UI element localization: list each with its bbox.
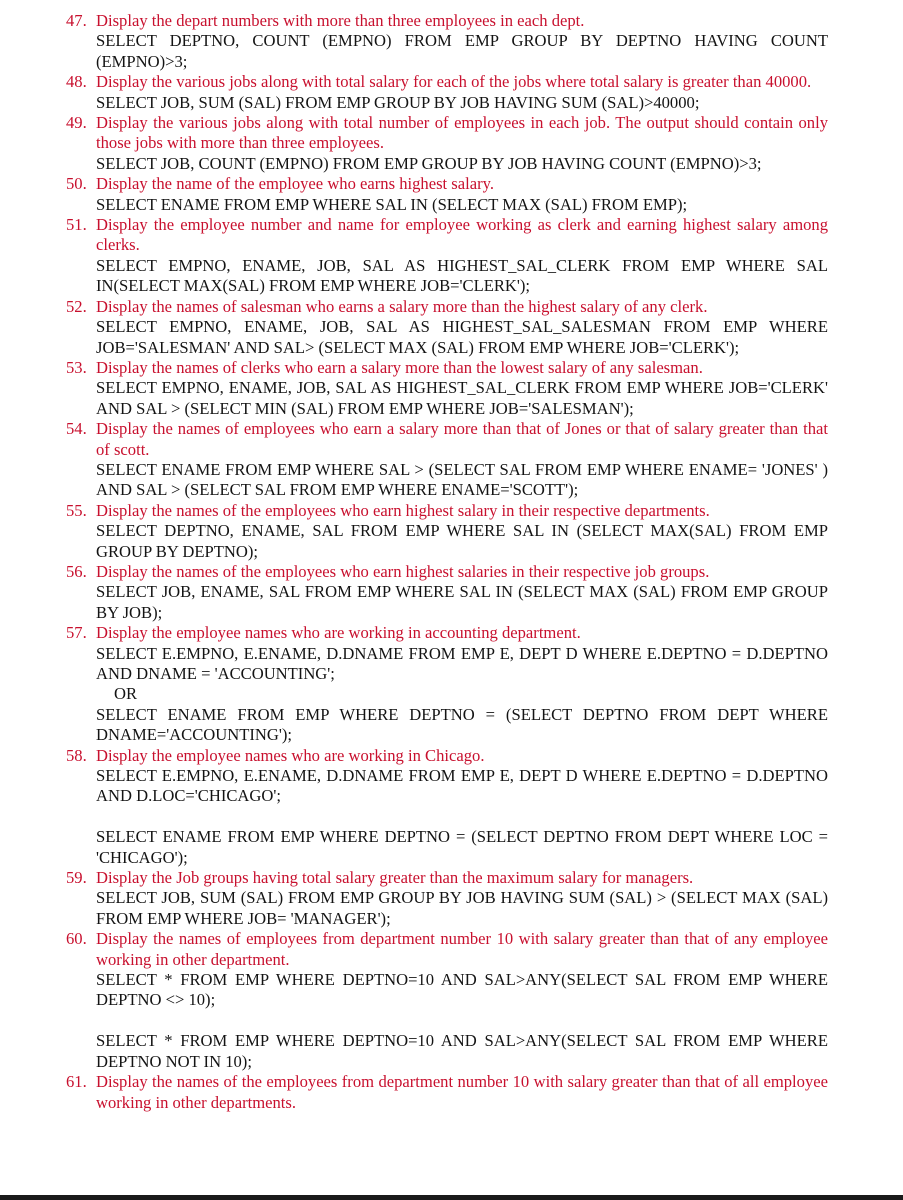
exercise-item	[64, 11, 828, 72]
sql-statement: SELECT EMPNO, ENAME, JOB, SAL AS HIGHEST_SAL_CLERK FROM EMP WHERE JOB='CLERK' AND SAL > (SELECT MIN (SAL) FROM EMP WHERE JOB='SALESMAN');	[96, 378, 828, 418]
sql-statement: SELECT DEPTNO, COUNT (EMPNO) FROM EMP GROUP BY DEPTNO HAVING COUNT (EMPNO)>3;	[96, 31, 828, 71]
exercise-question: Display the names of the employees who earn highest salaries in their respective job groups.	[96, 561, 710, 581]
exercise-item	[64, 1072, 828, 1113]
exercise-number: 52.	[66, 296, 87, 316]
sql-statement: SELECT EMPNO, ENAME, JOB, SAL AS HIGHEST_SAL_SALESMAN FROM EMP WHERE JOB='SALESMAN' AND SAL> (SELECT MAX (SAL) FROM EMP WHERE JOB='CLERK');	[96, 317, 828, 357]
exercise-item	[64, 562, 828, 623]
exercise-item	[64, 297, 828, 358]
exercise-number: 53.	[66, 357, 87, 377]
exercise-question: Display the names of the employees from department number 10 with salary greater than that of all employee working in other departments.	[96, 1072, 828, 1112]
exercise-question: Display the employee names who are working in Chicago.	[96, 745, 485, 765]
exercise-item	[64, 746, 828, 868]
exercise-question: Display the names of the employees who earn highest salary in their respective departments.	[96, 500, 710, 520]
exercise-item	[64, 623, 828, 745]
exercise-item	[64, 358, 828, 419]
exercise-question: Display the names of salesman who earns a salary more than the highest salary of any clerk.	[96, 296, 708, 316]
exercise-number: 61.	[66, 1072, 87, 1092]
exercise-number: 58.	[66, 745, 87, 765]
sql-statement: SELECT JOB, COUNT (EMPNO) FROM EMP GROUP BY JOB HAVING COUNT (EMPNO)>3;	[96, 153, 762, 173]
sql-statement: SELECT ENAME FROM EMP WHERE DEPTNO = (SELECT DEPTNO FROM DEPT WHERE DNAME='ACCOUNTING');	[96, 704, 828, 745]
exercise-question: Display the depart numbers with more than three employees in each dept.	[96, 11, 585, 30]
sql-statement: SELECT ENAME FROM EMP WHERE DEPTNO = (SELECT DEPTNO FROM DEPT WHERE LOC = 'CHICAGO');	[96, 827, 828, 867]
sql-statement: SELECT DEPTNO, ENAME, SAL FROM EMP WHERE SAL IN (SELECT MAX(SAL) FROM EMP GROUP BY DEPTNO);	[96, 521, 828, 561]
exercise-item	[64, 419, 828, 501]
sql-statement: SELECT ENAME FROM EMP WHERE SAL > (SELECT SAL FROM EMP WHERE ENAME= 'JONES' ) AND SAL > (SELECT SAL FROM EMP WHERE ENAME='SCOTT');	[96, 459, 828, 500]
exercise-item	[64, 215, 828, 297]
sql-statement: SELECT E.EMPNO, E.ENAME, D.DNAME FROM EMP E, DEPT D WHERE E.DEPTNO = D.DEPTNO AND D.LOC='CHICAGO';	[96, 766, 828, 806]
sql-exercise-list	[64, 11, 828, 1113]
exercise-number: 49.	[66, 113, 87, 133]
or-separator: OR	[114, 684, 138, 704]
exercise-number: 60.	[66, 929, 87, 949]
exercise-question: Display the names of employees from department number 10 with salary greater than that of any employee working in other department.	[96, 929, 828, 969]
exercise-number: 56.	[66, 561, 87, 581]
exercise-question: Display the names of employees who earn a salary more than that of Jones or that of salary greater than that of scott.	[96, 419, 828, 459]
exercise-item	[64, 72, 828, 113]
exercise-question: Display the employee number and name for employee working as clerk and earning highest salary among clerks.	[96, 215, 828, 255]
sql-statement: SELECT EMPNO, ENAME, JOB, SAL AS HIGHEST_SAL_CLERK FROM EMP WHERE SAL IN(SELECT MAX(SAL) FROM EMP WHERE JOB='CLERK');	[96, 255, 828, 296]
exercise-question: Display the Job groups having total salary greater than the maximum salary for managers.	[96, 868, 694, 888]
sql-statement: SELECT * FROM EMP WHERE DEPTNO=10 AND SAL>ANY(SELECT SAL FROM EMP WHERE DEPTNO NOT IN 10);	[96, 1031, 828, 1071]
sql-statement: SELECT ENAME FROM EMP WHERE SAL IN (SELECT MAX (SAL) FROM EMP);	[96, 194, 688, 214]
sql-statement: SELECT JOB, ENAME, SAL FROM EMP WHERE SAL IN (SELECT MAX (SAL) FROM EMP GROUP BY JOB);	[96, 582, 828, 622]
exercise-number: 54.	[66, 419, 87, 439]
exercise-number: 51.	[66, 215, 87, 235]
exercise-number: 48.	[66, 72, 87, 92]
exercise-question: Display the names of clerks who earn a salary more than the lowest salary of any salesman.	[96, 357, 703, 377]
exercise-question: Display the various jobs along with total salary for each of the jobs where total salary is greater than 40000.	[96, 72, 812, 92]
exercise-question: Display the various jobs along with total number of employees in each job. The output should contain only those jobs with more than three employees.	[96, 113, 828, 153]
sql-statement: SELECT JOB, SUM (SAL) FROM EMP GROUP BY JOB HAVING SUM (SAL)>40000;	[96, 92, 700, 112]
exercise-number: 47.	[66, 11, 87, 30]
exercise-number: 50.	[66, 174, 87, 194]
page-bottom-border	[0, 1195, 903, 1200]
sql-statement: SELECT * FROM EMP WHERE DEPTNO=10 AND SAL>ANY(SELECT SAL FROM EMP WHERE DEPTNO <> 10);	[96, 970, 828, 1010]
exercise-question: Display the employee names who are working in accounting department.	[96, 623, 581, 643]
exercise-item	[64, 868, 828, 929]
exercise-item	[64, 929, 828, 1072]
sql-statement: SELECT E.EMPNO, E.ENAME, D.DNAME FROM EMP E, DEPT D WHERE E.DEPTNO = D.DEPTNO AND DNAME = 'ACCOUNTING';	[96, 643, 828, 683]
exercise-item	[64, 174, 828, 215]
exercise-number: 55.	[66, 500, 87, 520]
blank-line	[96, 807, 828, 827]
exercise-item	[64, 113, 828, 174]
sql-statement: SELECT JOB, SUM (SAL) FROM EMP GROUP BY JOB HAVING SUM (SAL) > (SELECT MAX (SAL) FROM EMP WHERE JOB= 'MANAGER');	[96, 888, 828, 928]
blank-line	[96, 1011, 828, 1031]
exercise-item	[64, 501, 828, 562]
exercise-question: Display the name of the employee who earns highest salary.	[96, 174, 494, 194]
exercise-number: 57.	[66, 623, 87, 643]
exercise-number: 59.	[66, 868, 87, 888]
